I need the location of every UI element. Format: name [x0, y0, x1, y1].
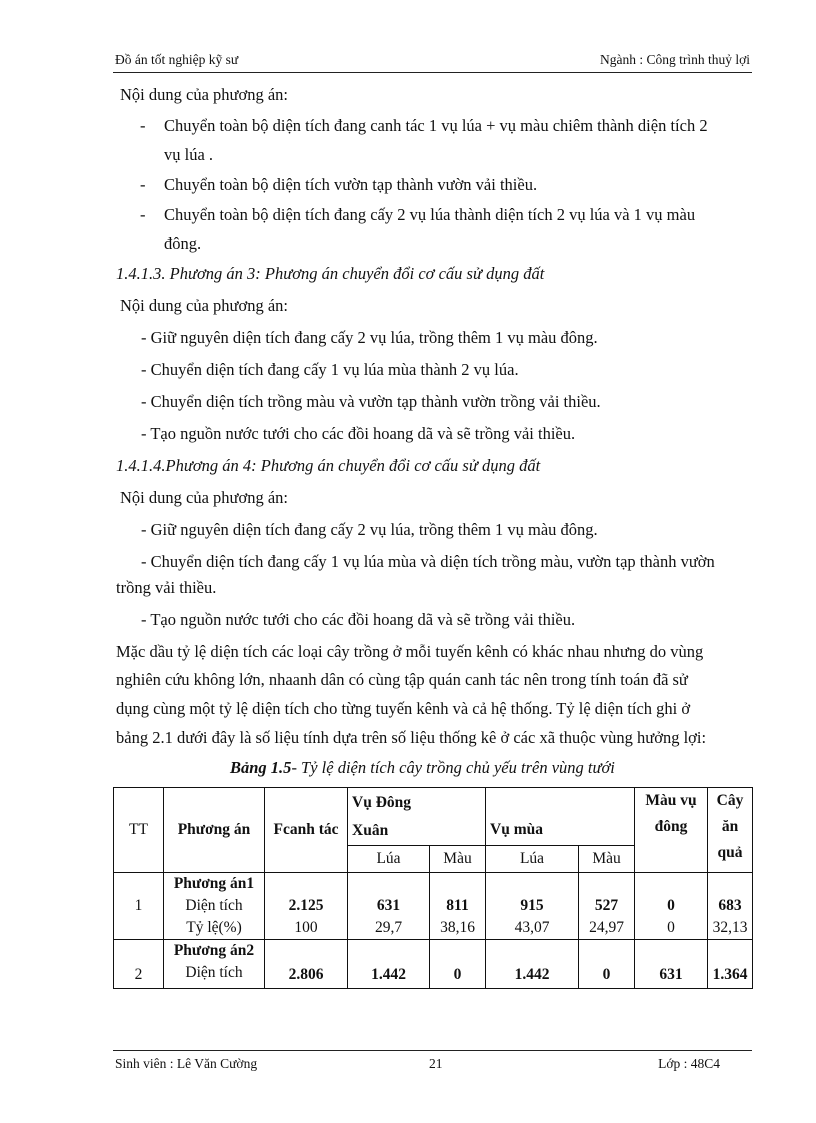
footer-student: Sinh viên : Lê Văn Cường	[115, 1056, 258, 1071]
cell-mau-dong-xuan	[430, 940, 486, 989]
cell-value: 1.442	[371, 966, 406, 983]
paragraph-line: - Chuyển diện tích trồng màu và vườn tạp thành vườn trồng vải thiều.	[141, 392, 601, 411]
cell-mau-vu-mua	[579, 940, 635, 989]
group-labels	[164, 873, 265, 940]
cell-mau-vu-dong	[635, 873, 708, 940]
cell-value: 1.364	[712, 966, 748, 983]
paragraph-line: - Tạo nguồn nước tưới cho các đồi hoang dã và sẽ trồng vải thiều.	[141, 424, 576, 443]
header-mau-vu-dong-line1: Màu vụ	[645, 792, 697, 809]
cell-value: 1.442	[514, 966, 550, 983]
cell-value: 29,7	[374, 919, 403, 936]
row-label: Diện tích	[185, 897, 243, 914]
paragraph-line: đông.	[164, 234, 202, 253]
cell-value: 38,16	[440, 919, 475, 936]
cell-value: 32,13	[712, 919, 748, 936]
paragraph-line: dụng cùng một tỷ lệ diện tích cho từng tuyến kênh và cả hệ thống. Tỷ lệ diện tích ghi ở	[116, 699, 691, 718]
page-number: 21	[429, 1056, 443, 1071]
cell-value: 43,07	[514, 919, 550, 936]
header-mau-vu-dong	[635, 788, 708, 873]
cell-lua-dong-xuan	[348, 873, 430, 940]
header-right: Ngành : Công trình thuỷ lợi	[599, 52, 750, 67]
cell-lua-vu-mua	[486, 940, 579, 989]
header-mau-dong-xuan: Màu	[430, 846, 486, 873]
paragraph-line: - Giữ nguyên diện tích đang cấy 2 vụ lúa, trồng thêm 1 vụ màu đông.	[141, 520, 598, 539]
header-vu-dong-xuan	[348, 788, 486, 846]
table-row	[114, 873, 753, 940]
table-row	[114, 940, 753, 989]
paragraph-line: - Tạo nguồn nước tưới cho các đồi hoang dã và sẽ trồng vải thiều.	[141, 610, 576, 629]
header-lua-vu-mua: Lúa	[486, 846, 579, 873]
paragraph-line: nghiên cứu không lớn, nhaanh dân có cùng tập quán canh tác nên trong tính toán đã sử	[116, 670, 688, 689]
cell-value: 24,97	[589, 919, 624, 936]
header-fcanh-tac: Fcanh tác	[265, 788, 348, 873]
header-vu-mua: Vụ mùa	[486, 788, 635, 846]
paragraph-line: bảng 2.1 dưới đây là số liệu tính dựa trên số liệu thống kê ở các xã thuộc vùng hưởng lợi:	[116, 728, 707, 747]
cell-lua-dong-xuan	[348, 940, 430, 989]
group-name: Phương án2	[173, 942, 255, 959]
paragraph-line: Nội dung của phương án:	[120, 488, 288, 507]
bullet-dash: -	[140, 205, 146, 224]
cell-mau-vu-dong	[635, 940, 708, 989]
header-mau-vu-mua: Màu	[579, 846, 635, 873]
cell-value: 631	[376, 897, 401, 914]
paragraph-line: - Giữ nguyên diện tích đang cấy 2 vụ lúa, trồng thêm 1 vụ màu đông.	[141, 328, 598, 347]
header-cay-an-qua	[708, 788, 753, 873]
cell-value: 811	[446, 897, 469, 914]
paragraph-line: Chuyển toàn bộ diện tích vườn tạp thành vườn vải thiều.	[164, 175, 538, 194]
group-tt: 2	[114, 940, 164, 989]
footer-class: Lớp : 48C4	[658, 1056, 720, 1071]
paragraph-line: - Chuyển diện tích đang cấy 1 vụ lúa mùa thành 2 vụ lúa.	[141, 360, 519, 379]
cell-value: 2.125	[288, 897, 324, 914]
row-label: Diện tích	[185, 964, 243, 981]
cell-value: 0	[667, 897, 675, 914]
cell-value: 683	[718, 897, 742, 914]
page-footer	[113, 1050, 752, 1075]
cell-value: 0	[602, 966, 611, 983]
header-tt: TT	[114, 788, 164, 873]
paragraph-line: trồng vải thiều.	[116, 578, 217, 597]
cell-fcanh-tac	[265, 873, 348, 940]
section-heading: 1.4.1.4.Phương án 4: Phương án chuyển đổi cơ cấu sử dụng đất	[116, 456, 541, 475]
cell-cay-an-qua	[708, 873, 753, 940]
cell-mau-vu-mua	[579, 873, 635, 940]
cell-value: 100	[294, 919, 318, 936]
header-cay-an-qua-line2: quả	[717, 844, 743, 861]
cell-value: 0	[453, 966, 462, 983]
paragraph-line: Chuyển toàn bộ diện tích đang cấy 2 vụ lúa thành diện tích 2 vụ lúa và 1 vụ màu	[164, 205, 696, 224]
bullet-dash: -	[140, 116, 146, 135]
bullet-dash: -	[140, 175, 146, 194]
table-caption-label: Bảng 1.5	[230, 758, 292, 777]
cell-value: 915	[520, 897, 544, 914]
page-header	[113, 50, 752, 73]
table-caption	[230, 758, 615, 778]
header-lua-dong-xuan: Lúa	[348, 846, 430, 873]
cell-fcanh-tac	[265, 940, 348, 989]
group-labels	[164, 940, 265, 989]
section-heading: 1.4.1.3. Phương án 3: Phương án chuyển đổi cơ cấu sử dụng đất	[116, 264, 545, 283]
cell-value: 2.806	[288, 966, 324, 983]
paragraph-line: Nội dung của phương án:	[120, 296, 288, 315]
header-vu-dong-xuan-line1: Vụ Đông	[352, 793, 412, 811]
header-mau-vu-dong-line2: đông	[654, 818, 688, 835]
paragraph-line: Mặc dầu tỷ lệ diện tích các loại cây trồng ở mỗi tuyến kênh có khác nhau nhưng do vùng	[116, 642, 704, 661]
header-cay-an-qua-line1: Cây ăn	[716, 792, 744, 835]
cell-value: 0	[667, 919, 675, 936]
row-label: Tỷ lệ(%)	[186, 919, 242, 936]
crop-area-table	[113, 787, 753, 989]
paragraph-line: Chuyển toàn bộ diện tích đang canh tác 1 vụ lúa + vụ màu chiêm thành diện tích 2	[164, 116, 708, 135]
header-left: Đồ án tốt nghiệp kỹ sư	[115, 52, 239, 67]
paragraph-line: Nội dung của phương án:	[120, 85, 288, 104]
cell-value: 527	[594, 897, 619, 914]
group-tt: 1	[114, 873, 164, 940]
cell-cay-an-qua	[708, 940, 753, 989]
cell-lua-vu-mua	[486, 873, 579, 940]
paragraph-line: vụ lúa .	[164, 145, 214, 164]
group-name: Phương án1	[173, 875, 255, 892]
header-vu-dong-xuan-line2: Xuân	[352, 821, 389, 839]
table-caption-text: - Tỷ lệ diện tích cây trồng chủ yếu trên vùng tưới	[291, 758, 615, 777]
cell-value: 631	[659, 966, 683, 983]
cell-mau-dong-xuan	[430, 873, 486, 940]
header-phuong-an: Phương án	[164, 788, 265, 873]
paragraph-line: - Chuyển diện tích đang cấy 1 vụ lúa mùa và diện tích trồng màu, vườn tạp thành vườn	[141, 552, 715, 571]
